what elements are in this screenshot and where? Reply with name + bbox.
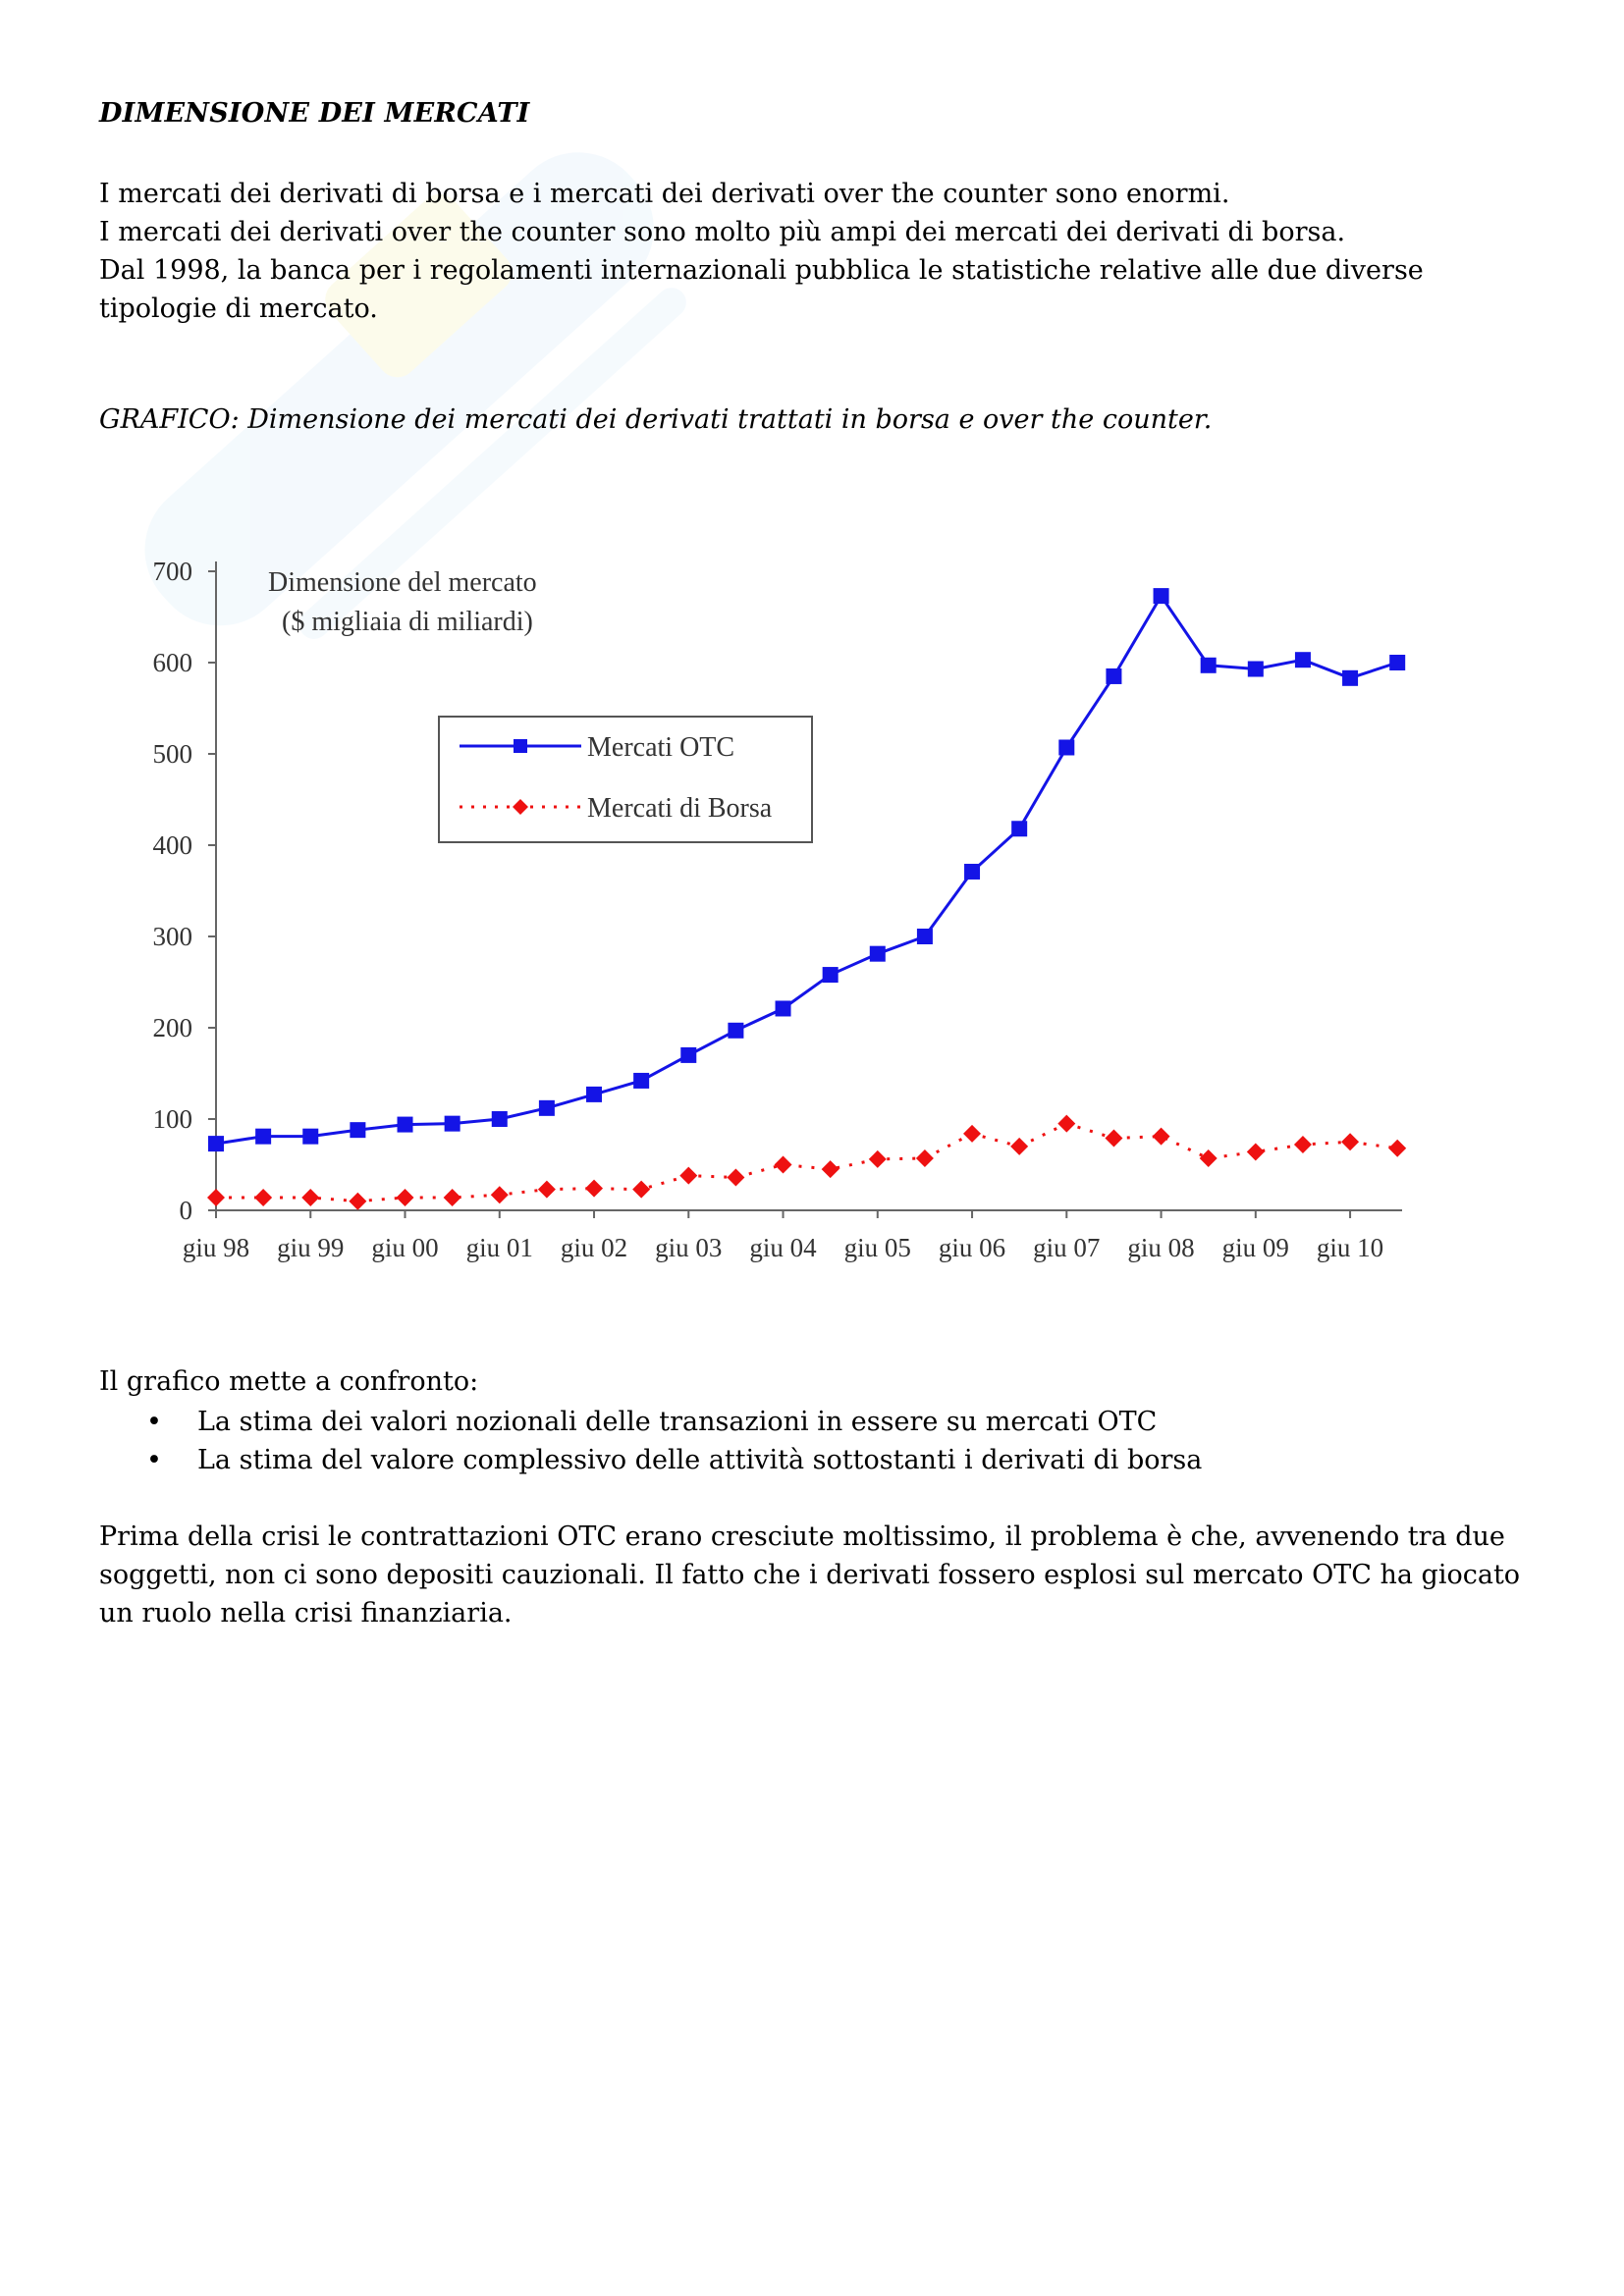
data-point-borsa <box>632 1181 650 1199</box>
intro-paragraph <box>99 175 1533 328</box>
data-point-borsa <box>397 1189 414 1206</box>
data-point-otc <box>776 1000 791 1016</box>
bullet-item: • La stima del valore complessivo delle attività sottostanti i derivati di borsa <box>197 1441 1533 1479</box>
x-tick-label: giu 04 <box>749 1233 817 1262</box>
data-point-otc <box>1201 658 1217 673</box>
data-point-borsa <box>679 1167 697 1185</box>
data-point-borsa <box>727 1169 744 1187</box>
data-point-borsa <box>491 1186 509 1203</box>
x-axis-ticks <box>183 1210 1383 1262</box>
data-point-borsa <box>538 1181 556 1199</box>
data-point-otc <box>1058 739 1074 755</box>
data-point-otc <box>680 1047 696 1063</box>
x-tick-label: giu 00 <box>371 1233 439 1262</box>
data-point-borsa <box>585 1180 603 1198</box>
data-point-borsa <box>775 1156 792 1174</box>
x-tick-label: giu 98 <box>182 1233 250 1262</box>
chart-title: Dimensione del mercato <box>268 567 537 598</box>
data-point-borsa <box>1247 1143 1265 1160</box>
data-point-otc <box>350 1122 365 1138</box>
data-point-borsa <box>1294 1136 1312 1153</box>
x-tick-label: giu 10 <box>1316 1233 1384 1262</box>
x-tick-label: giu 03 <box>655 1233 723 1262</box>
data-point-otc <box>586 1087 602 1102</box>
data-point-otc <box>1106 668 1121 684</box>
data-point-borsa <box>207 1189 225 1206</box>
chart-caption: GRAFICO: Dimensione dei mercati dei derivati trattati in borsa e over the counter. <box>99 404 1213 435</box>
data-point-otc <box>302 1129 318 1145</box>
y-tick-label: 500 <box>152 739 192 769</box>
bullet-list <box>99 1403 1533 1479</box>
data-point-otc <box>1154 588 1169 604</box>
y-axis-ticks <box>153 557 217 1225</box>
data-point-borsa <box>349 1193 366 1210</box>
data-point-otc <box>398 1117 413 1133</box>
data-point-otc <box>917 929 933 944</box>
legend-label-otc: Mercati OTC <box>587 732 735 763</box>
data-point-borsa <box>444 1189 461 1206</box>
y-tick-label: 400 <box>152 830 192 860</box>
y-tick-label: 300 <box>152 922 192 951</box>
data-point-borsa <box>301 1189 319 1206</box>
data-point-borsa <box>1388 1140 1406 1157</box>
intro-line: Dal 1998, la banca per i regolamenti internazionali pubblica le statistiche relative alle due diverse tipologie di mercato. <box>99 255 1424 324</box>
bullet-item: • La stima dei valori nozionali delle transazioni in essere su mercati OTC <box>197 1403 1533 1441</box>
data-point-otc <box>870 946 886 962</box>
data-point-otc <box>492 1111 508 1127</box>
data-point-borsa <box>1057 1115 1075 1133</box>
section-heading: DIMENSIONE DEI MERCATI <box>99 98 530 129</box>
data-point-borsa <box>1153 1128 1170 1146</box>
x-tick-label: giu 05 <box>843 1233 911 1262</box>
y-tick-label: 200 <box>152 1013 192 1042</box>
x-tick-label: giu 01 <box>465 1233 533 1262</box>
data-point-otc <box>255 1129 271 1145</box>
intro-line: I mercati dei derivati di borsa e i mercati dei derivati over the counter sono enormi. <box>99 179 1230 209</box>
y-tick-label: 0 <box>179 1196 192 1225</box>
data-point-borsa <box>963 1125 981 1143</box>
data-point-borsa <box>916 1149 934 1167</box>
intro-line: I mercati dei derivati over the counter sono molto più ampi dei mercati dei derivati di borsa. <box>99 217 1346 247</box>
data-point-borsa <box>822 1160 839 1178</box>
data-point-borsa <box>869 1150 887 1168</box>
comparison-section <box>99 1362 1533 1479</box>
y-tick-label: 700 <box>152 557 192 586</box>
market-size-chart <box>147 530 1424 1296</box>
data-point-otc <box>823 967 839 983</box>
data-point-otc <box>1011 821 1027 836</box>
x-tick-label: giu 08 <box>1127 1233 1195 1262</box>
y-tick-label: 600 <box>152 648 192 677</box>
x-tick-label: giu 07 <box>1033 1233 1101 1262</box>
x-tick-label: giu 02 <box>560 1233 628 1262</box>
series-line-borsa <box>216 1124 1397 1201</box>
chart-axes <box>216 561 1402 1210</box>
data-point-otc <box>1342 670 1358 686</box>
chart-series <box>207 588 1406 1210</box>
x-tick-label: giu 06 <box>938 1233 1006 1262</box>
chart-legend <box>439 717 812 842</box>
data-point-otc <box>964 864 980 880</box>
data-point-borsa <box>1341 1133 1359 1150</box>
data-point-borsa <box>1010 1138 1028 1155</box>
x-tick-label: giu 09 <box>1221 1233 1289 1262</box>
legend-marker-otc <box>514 739 527 753</box>
crisis-paragraph: Prima della crisi le contrattazioni OTC erano cresciute moltissimo, il problema è che, avvenendo tra due soggetti, non ci sono depositi cauzionali. Il fatto che i derivati fossero esplosi sul mercato OTC ha giocato un ruolo nella crisi finanziaria. <box>99 1522 1521 1629</box>
data-point-otc <box>1248 662 1264 677</box>
data-point-borsa <box>254 1189 272 1206</box>
x-tick-label: giu 99 <box>277 1233 345 1262</box>
data-point-otc <box>1295 652 1311 667</box>
data-point-otc <box>208 1136 224 1151</box>
y-tick-label: 100 <box>152 1104 192 1134</box>
data-point-borsa <box>1105 1130 1122 1148</box>
comparison-intro: Il grafico mette a confronto: <box>99 1366 479 1397</box>
data-point-otc <box>445 1116 460 1132</box>
series-line-otc <box>216 596 1397 1144</box>
data-point-otc <box>633 1073 649 1089</box>
legend-label-borsa: Mercati di Borsa <box>587 793 773 824</box>
data-point-otc <box>728 1023 743 1039</box>
data-point-otc <box>1389 655 1405 670</box>
chart-subtitle: ($ migliaia di miliardi) <box>282 607 533 637</box>
data-point-borsa <box>1200 1149 1218 1167</box>
data-point-otc <box>539 1100 555 1116</box>
